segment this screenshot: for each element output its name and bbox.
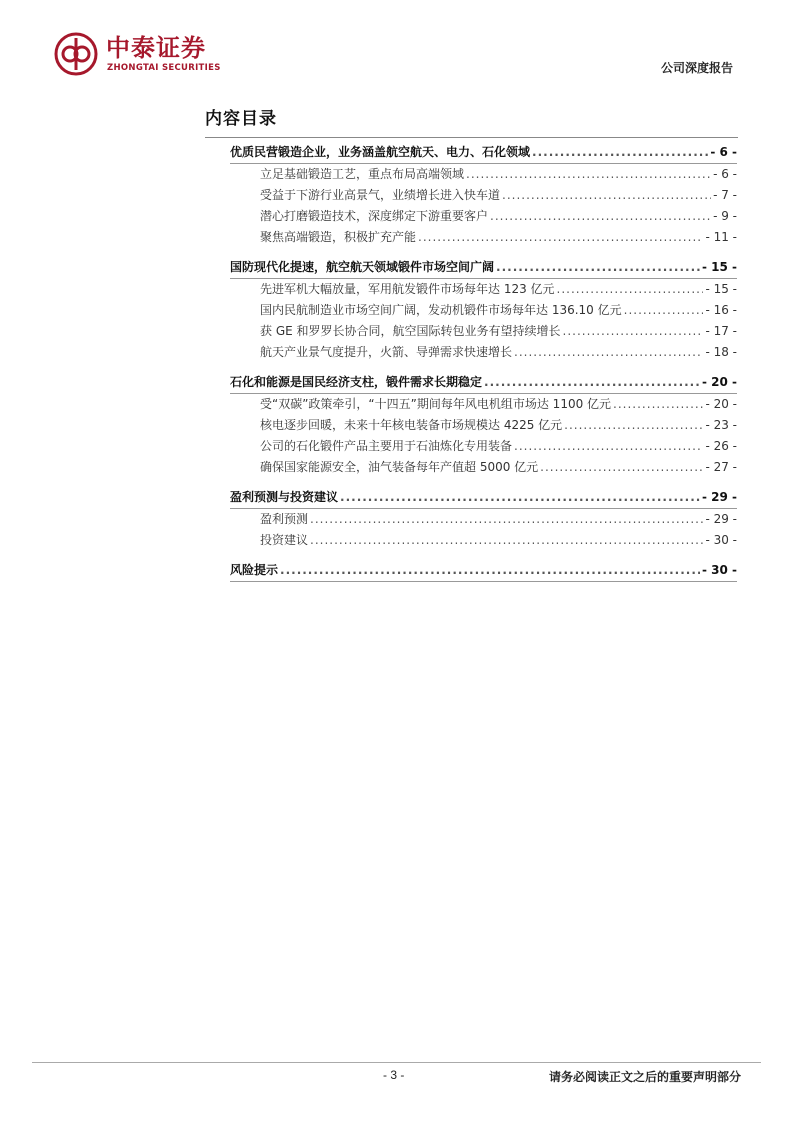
toc-group-gap — [230, 363, 737, 372]
toc-dot-leader — [484, 372, 700, 393]
toc-dot-leader — [490, 206, 711, 227]
toc-entry-page: - 29 - — [705, 512, 737, 526]
toc-group-gap — [230, 478, 737, 487]
toc-subsection-entry[interactable] — [230, 342, 737, 363]
toc-section-entry[interactable] — [230, 257, 737, 279]
toc-section-entry[interactable] — [230, 560, 737, 582]
toc-dot-leader — [532, 142, 708, 163]
toc-entry-title: 潜心打磨锻造技术，深度绑定下游重要客户 — [260, 209, 489, 223]
logo-english-name: ZHONGTAI SECURITIES — [107, 63, 221, 73]
toc-dot-leader — [310, 509, 703, 530]
table-of-contents — [230, 142, 737, 582]
toc-subsection-entry[interactable] — [230, 227, 737, 248]
toc-entry-page: - 20 - — [701, 375, 737, 389]
disclaimer-note: 请务必阅读正文之后的重要声明部分 — [548, 1070, 741, 1084]
toc-subsection-entry[interactable] — [230, 530, 737, 551]
toc-entry-page: - 20 - — [705, 397, 737, 411]
toc-entry-page: - 15 - — [705, 282, 737, 296]
toc-section-entry[interactable] — [230, 487, 737, 509]
toc-subsection-entry[interactable] — [230, 279, 737, 300]
toc-entry-title: 投资建议 — [260, 533, 309, 547]
page-number: - 3 - — [383, 1068, 405, 1082]
toc-entry-title: 受益于下游行业高景气，业绩增长进入快车道 — [260, 188, 501, 202]
footer-divider — [32, 1062, 761, 1063]
toc-entry-title: 获 GE 和罗罗长协合同，航空国际转包业务有望持续增长 — [260, 324, 561, 338]
toc-title-divider — [205, 137, 738, 138]
toc-section-entry[interactable] — [230, 142, 737, 164]
toc-entry-title: 先进军机大幅放量，军用航发锻件市场每年达 123 亿元 — [260, 282, 555, 296]
toc-entry-page: - 16 - — [705, 303, 737, 317]
logo-chinese-name: 中泰证券 — [106, 34, 206, 62]
report-type-label: 公司深度报告 — [660, 61, 733, 75]
toc-entry-title: 确保国家能源安全，油气装备每年产值超 5000 亿元 — [260, 460, 539, 474]
toc-dot-leader — [466, 164, 711, 185]
toc-entry-page: - 9 - — [713, 209, 737, 223]
toc-entry-title: 公司的石化锻件产品主要用于石油炼化专用装备 — [260, 439, 513, 453]
toc-dot-leader — [496, 257, 700, 278]
toc-entry-title: 聚焦高端锻造，积极扩充产能 — [260, 230, 417, 244]
toc-group-gap — [230, 551, 737, 560]
toc-subsection-entry[interactable] — [230, 394, 737, 415]
toc-dot-leader — [514, 436, 703, 457]
toc-entry-title: 优质民营锻造企业，业务涵盖航空航天、电力、石化领域 — [230, 145, 531, 159]
toc-dot-leader — [613, 394, 703, 415]
toc-entry-title: 国防现代化提速，航空航天领域锻件市场空间广阔 — [230, 260, 495, 274]
toc-entry-title: 国内民航制造业市场空间广阔，发动机锻件市场每年达 136.10 亿元 — [260, 303, 622, 317]
toc-section-entry[interactable] — [230, 372, 737, 394]
toc-entry-page: - 18 - — [705, 345, 737, 359]
toc-entry-page: - 27 - — [705, 460, 737, 474]
toc-entry-page: - 15 - — [701, 260, 737, 274]
toc-entry-page: - 6 - — [713, 167, 737, 181]
toc-entry-page: - 26 - — [705, 439, 737, 453]
toc-subsection-entry[interactable] — [230, 436, 737, 457]
toc-entry-page: - 7 - — [713, 188, 737, 202]
toc-entry-title: 立足基础锻造工艺，重点布局高端领域 — [260, 167, 465, 181]
toc-entry-title: 盈利预测 — [260, 512, 309, 526]
toc-dot-leader — [557, 279, 704, 300]
toc-dot-leader — [502, 185, 711, 206]
toc-subsection-entry[interactable] — [230, 509, 737, 530]
company-logo — [54, 32, 244, 76]
toc-entry-page: - 23 - — [705, 418, 737, 432]
toc-dot-leader — [280, 560, 700, 581]
toc-dot-leader — [310, 530, 703, 551]
toc-entry-title: 盈利预测与投资建议 — [230, 490, 339, 504]
toc-dot-leader — [624, 300, 704, 321]
toc-subsection-entry[interactable] — [230, 185, 737, 206]
toc-dot-leader — [564, 415, 703, 436]
toc-entry-page: - 29 - — [701, 490, 737, 504]
toc-subsection-entry[interactable] — [230, 457, 737, 478]
toc-entry-page: - 11 - — [705, 230, 737, 244]
toc-subsection-entry[interactable] — [230, 164, 737, 185]
zhongtai-logo-icon — [54, 32, 98, 76]
toc-entry-page: - 17 - — [705, 324, 737, 338]
toc-dot-leader — [514, 342, 703, 363]
toc-dot-leader — [540, 457, 703, 478]
toc-subsection-entry[interactable] — [230, 321, 737, 342]
toc-subsection-entry[interactable] — [230, 300, 737, 321]
toc-entry-page: - 30 - — [701, 563, 737, 577]
toc-subsection-entry[interactable] — [230, 415, 737, 436]
toc-title: 内容目录 — [205, 109, 277, 129]
toc-dot-leader — [418, 227, 703, 248]
toc-subsection-entry[interactable] — [230, 206, 737, 227]
toc-dot-leader — [340, 487, 700, 508]
toc-entry-page: - 30 - — [705, 533, 737, 547]
toc-dot-leader — [563, 321, 704, 342]
toc-entry-title: 航天产业景气度提升，火箭、导弹需求快速增长 — [260, 345, 513, 359]
toc-entry-title: 石化和能源是国民经济支柱，锻件需求长期稳定 — [230, 375, 483, 389]
toc-entry-title: 受“双碳”政策牵引，“十四五”期间每年风电机组市场达 1100 亿元 — [260, 397, 612, 411]
toc-entry-title: 核电逐步回暖，未来十年核电装备市场规模达 4225 亿元 — [260, 418, 563, 432]
toc-entry-page: - 6 - — [710, 145, 737, 159]
toc-entry-title: 风险提示 — [230, 563, 279, 577]
toc-group-gap — [230, 248, 737, 257]
